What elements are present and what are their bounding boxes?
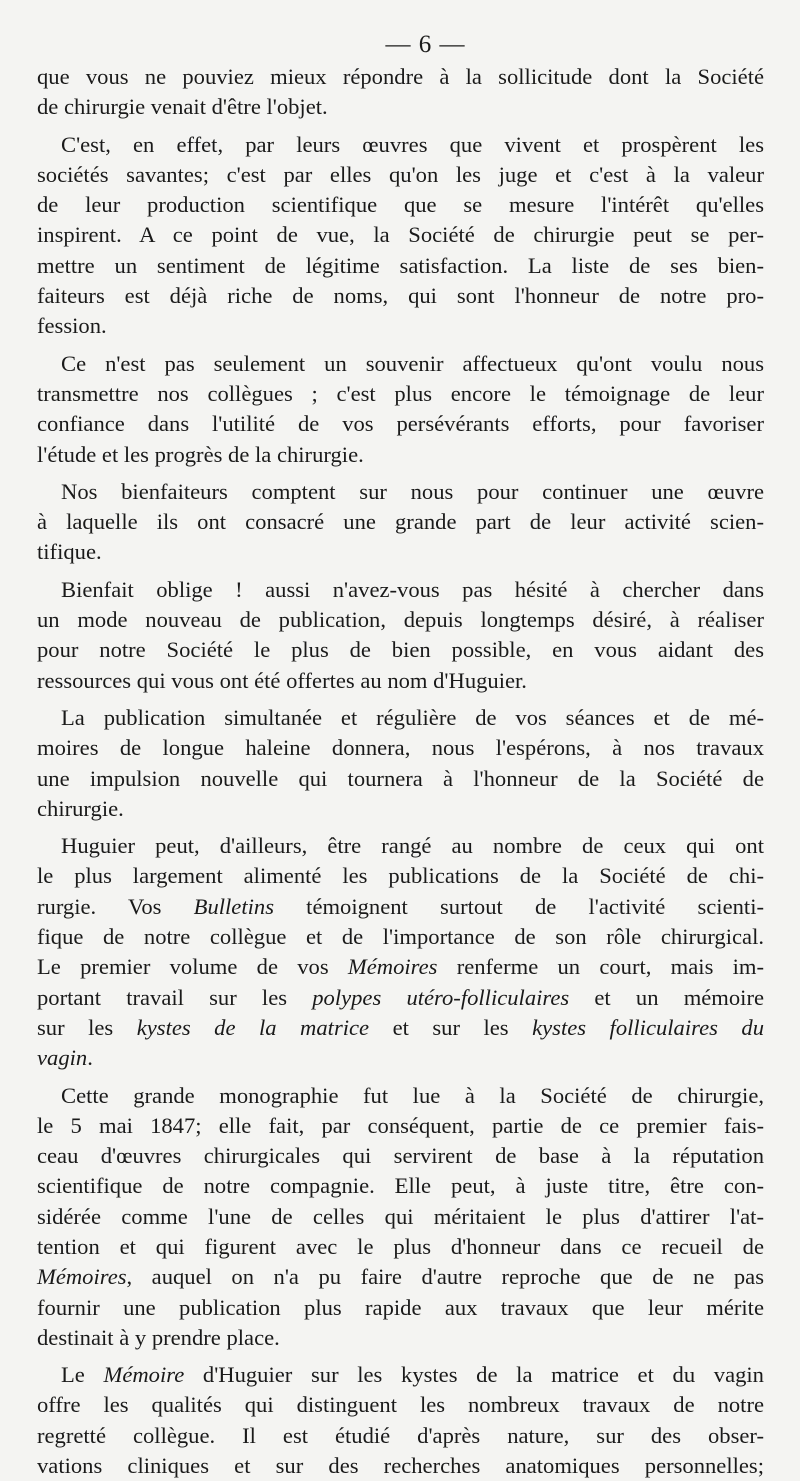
text-line: un mode nouveau de publication, depuis longtemps désiré, à réaliser	[37, 607, 764, 633]
text-line: une impulsion nouvelle qui tournera à l'honneur de la Société de	[37, 765, 764, 791]
text-line: regretté collègue. Il est étudié d'après nature, sur des obser-	[37, 1422, 764, 1448]
text-line: confiance dans l'utilité de vos persévérants efforts, pour favoriser	[37, 411, 764, 437]
text-line: Nos bienfaiteurs comptent sur nous pour continuer une œuvre	[61, 478, 764, 504]
text-line: inspirent. A ce point de vue, la Société de chirurgie peut se per-	[37, 222, 764, 248]
text-line: l'étude et les progrès de la chirurgie.	[37, 441, 364, 467]
text-line: portant travail sur les polypes utéro-folliculaires et un mémoire	[37, 984, 764, 1010]
text-line: scientifique de notre compagnie. Elle peut, à juste titre, être con-	[37, 1173, 764, 1199]
text-line: sociétés savantes; c'est par elles qu'on les juge et c'est à la valeur	[37, 161, 764, 187]
text-line: faiteurs est déjà riche de noms, qui sont l'honneur de notre pro-	[37, 283, 764, 309]
text-line: destinait à y prendre place.	[37, 1324, 280, 1350]
text-line: tifique.	[37, 539, 102, 565]
text-line: le plus largement alimenté les publications de la Société de chi-	[37, 863, 764, 889]
text-line: pour notre Société le plus de bien possible, en vous aidant des	[37, 637, 764, 663]
text-line: C'est, en effet, par leurs œuvres que vivent et prospèrent les	[61, 131, 764, 157]
text-line: ressources qui vous ont été offertes au nom d'Huguier.	[37, 667, 527, 693]
text-line: fique de notre collègue et de l'importance de son rôle chirurgical.	[37, 924, 764, 950]
text-line: sidérée comme l'une de celles qui méritaient le plus d'attirer l'at-	[37, 1203, 764, 1229]
text-line: que vous ne pouviez mieux répondre à la sollicitude dont la Société	[37, 64, 764, 89]
text-line: rurgie. Vos Bulletins témoignent surtout de l'activité scienti-	[37, 893, 764, 919]
text-line: Huguier peut, d'ailleurs, être rangé au nombre de ceux qui ont	[61, 833, 764, 859]
text-line: Le premier volume de vos Mémoires renferme un court, mais im-	[37, 954, 764, 980]
text-line: Bienfait oblige ! aussi n'avez-vous pas hésité à chercher dans	[61, 576, 764, 602]
text-line: mettre un sentiment de légitime satisfaction. La liste de ses bien-	[37, 252, 764, 278]
text-line: Cette grande monographie fut lue à la Société de chirurgie,	[61, 1082, 764, 1108]
text-line: chirurgie.	[37, 795, 124, 821]
text-line: fession.	[37, 313, 107, 339]
text-line: vagin.	[37, 1045, 93, 1071]
text-line: à laquelle ils ont consacré une grande part de leur activité scien-	[37, 509, 764, 535]
text-line: vations cliniques et sur des recherches anatomiques personnelles;	[37, 1453, 764, 1479]
text-line: La publication simultanée et régulière de vos séances et de mé-	[61, 704, 764, 730]
text-line: Le Mémoire d'Huguier sur les kystes de la matrice et du vagin	[61, 1362, 764, 1388]
page-number: — 6 —	[385, 31, 466, 58]
text-line: tention et qui figurent avec le plus d'honneur dans ce recueil de	[37, 1233, 764, 1259]
text-line: de leur production scientifique que se mesure l'intérêt qu'elles	[37, 192, 764, 218]
text-line: Ce n'est pas seulement un souvenir affectueux qu'ont voulu nous	[61, 350, 764, 376]
text-line: offre les qualités qui distinguent les nombreux travaux de notre	[37, 1392, 764, 1418]
text-line: transmettre nos collègues ; c'est plus encore le témoignage de leur	[37, 380, 764, 406]
text-line: le 5 mai 1847; elle fait, par conséquent, partie de ce premier fais-	[37, 1112, 764, 1138]
text-line: sur les kystes de la matrice et sur les kystes folliculaires du	[37, 1014, 764, 1040]
text-line: Mémoires, auquel on n'a pu faire d'autre reproche que de ne pas	[37, 1264, 764, 1290]
body-text	[37, 62, 764, 1481]
text-line: moires de longue haleine donnera, nous l'espérons, à nos travaux	[37, 735, 764, 761]
text-line: de chirurgie venait d'être l'objet.	[37, 94, 328, 120]
text-line: fournir une publication plus rapide aux travaux que leur mérite	[37, 1294, 764, 1320]
text-line: ceau d'œuvres chirurgicales qui servirent de base à la réputation	[37, 1143, 764, 1169]
